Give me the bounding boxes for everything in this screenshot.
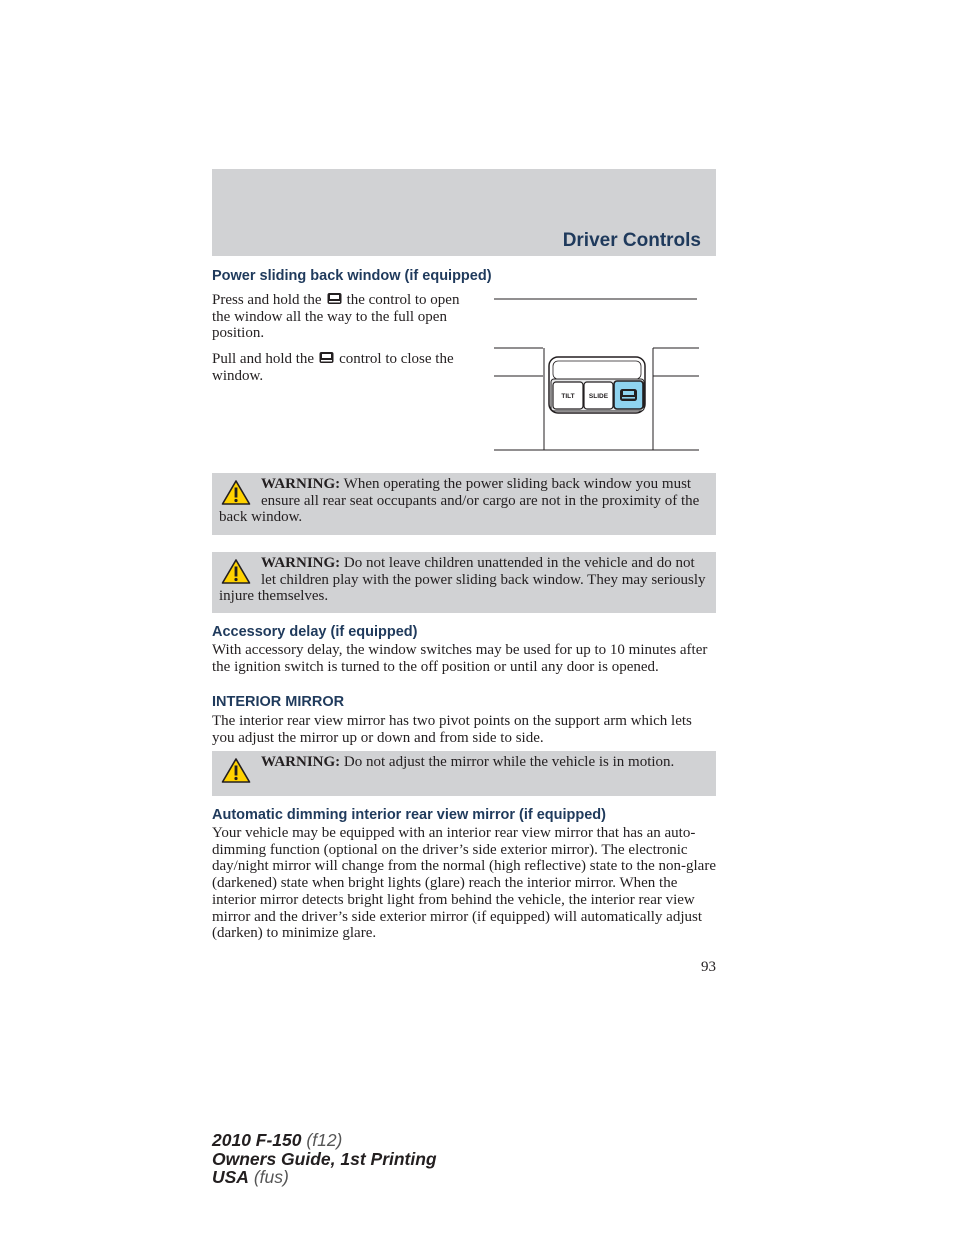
power-window-para-close: [212, 351, 472, 384]
power-window-heading: Power sliding back window (if equipped): [212, 268, 492, 284]
warning-box: [212, 751, 716, 796]
rear-window-icon: [319, 351, 334, 364]
power-window-para-open: [212, 292, 472, 342]
warning-label: WARNING:: [261, 476, 341, 492]
warning-body: Do not leave children unattended in the vehicle and do not let children play with the power sliding back window. They may seriously injure themselves.: [219, 555, 706, 604]
footer-edition: Owners Guide, 1st Printing: [212, 1148, 437, 1169]
footer-model: 2010 F-150: [212, 1130, 302, 1150]
footer-model-code: (f12): [306, 1130, 343, 1150]
document-footer: [212, 1131, 437, 1187]
warning-label: WARNING:: [261, 754, 341, 770]
warning-body: When operating the power sliding back window you must ensure all rear seat occupants and/or cargo are not in the proximity of the back window.: [219, 476, 700, 525]
section-header-band: [212, 169, 716, 256]
footer-market: USA: [212, 1167, 249, 1187]
auto-dimming-text: Your vehicle may be equipped with an interior rear view mirror that has an auto-dimming function (optional on the driver’s side exterior mirror). The electronic day/night mirror will change from the normal (high reflective) state to the non-glare (darkened) state when bright lights (glare) reach the interior mirror. When the interior mirror detects bright light from behind the vehicle, the interior rear view mirror and the driver’s side exterior mirror (if equipped) will automatically adjust (darken) to minimize glare.: [212, 825, 716, 942]
warning-text: [219, 555, 706, 605]
para-open-after: the control to open the window all the way to the full open position.: [212, 292, 460, 342]
para-open-before: Press and hold the: [212, 292, 322, 308]
warning-text: [219, 476, 706, 526]
accessory-delay-text: With accessory delay, the window switches may be used for up to 10 minutes after the ignition switch is turned to the off position or until any door is opened.: [212, 642, 708, 675]
page-number: 93: [701, 959, 716, 975]
warning-body: Do not adjust the mirror while the vehicle is in motion.: [343, 754, 675, 770]
warning-box: [212, 552, 716, 613]
warning-box: [212, 473, 716, 535]
auto-dimming-heading: Automatic dimming interior rear view mirror (if equipped): [212, 807, 606, 823]
warning-label: WARNING:: [261, 555, 341, 571]
warning-text: [219, 754, 706, 784]
window-switch-illustration: [493, 297, 700, 451]
footer-market-code: (fus): [253, 1167, 289, 1187]
interior-mirror-heading: INTERIOR MIRROR: [212, 694, 345, 710]
interior-mirror-text: The interior rear view mirror has two pivot points on the support arm which lets you adjust the mirror up or down and from side to side.: [212, 713, 692, 746]
para-close-after: control to close the window.: [212, 351, 454, 384]
rear-window-icon: [327, 292, 342, 305]
section-title: Driver Controls: [562, 230, 701, 251]
tilt-button-label: TILT: [561, 393, 575, 400]
rear-window-icon: [620, 389, 637, 401]
slide-button-label: SLIDE: [588, 393, 609, 400]
para-close-before: Pull and hold the: [212, 351, 315, 367]
accessory-delay-heading: Accessory delay (if equipped): [212, 624, 418, 640]
